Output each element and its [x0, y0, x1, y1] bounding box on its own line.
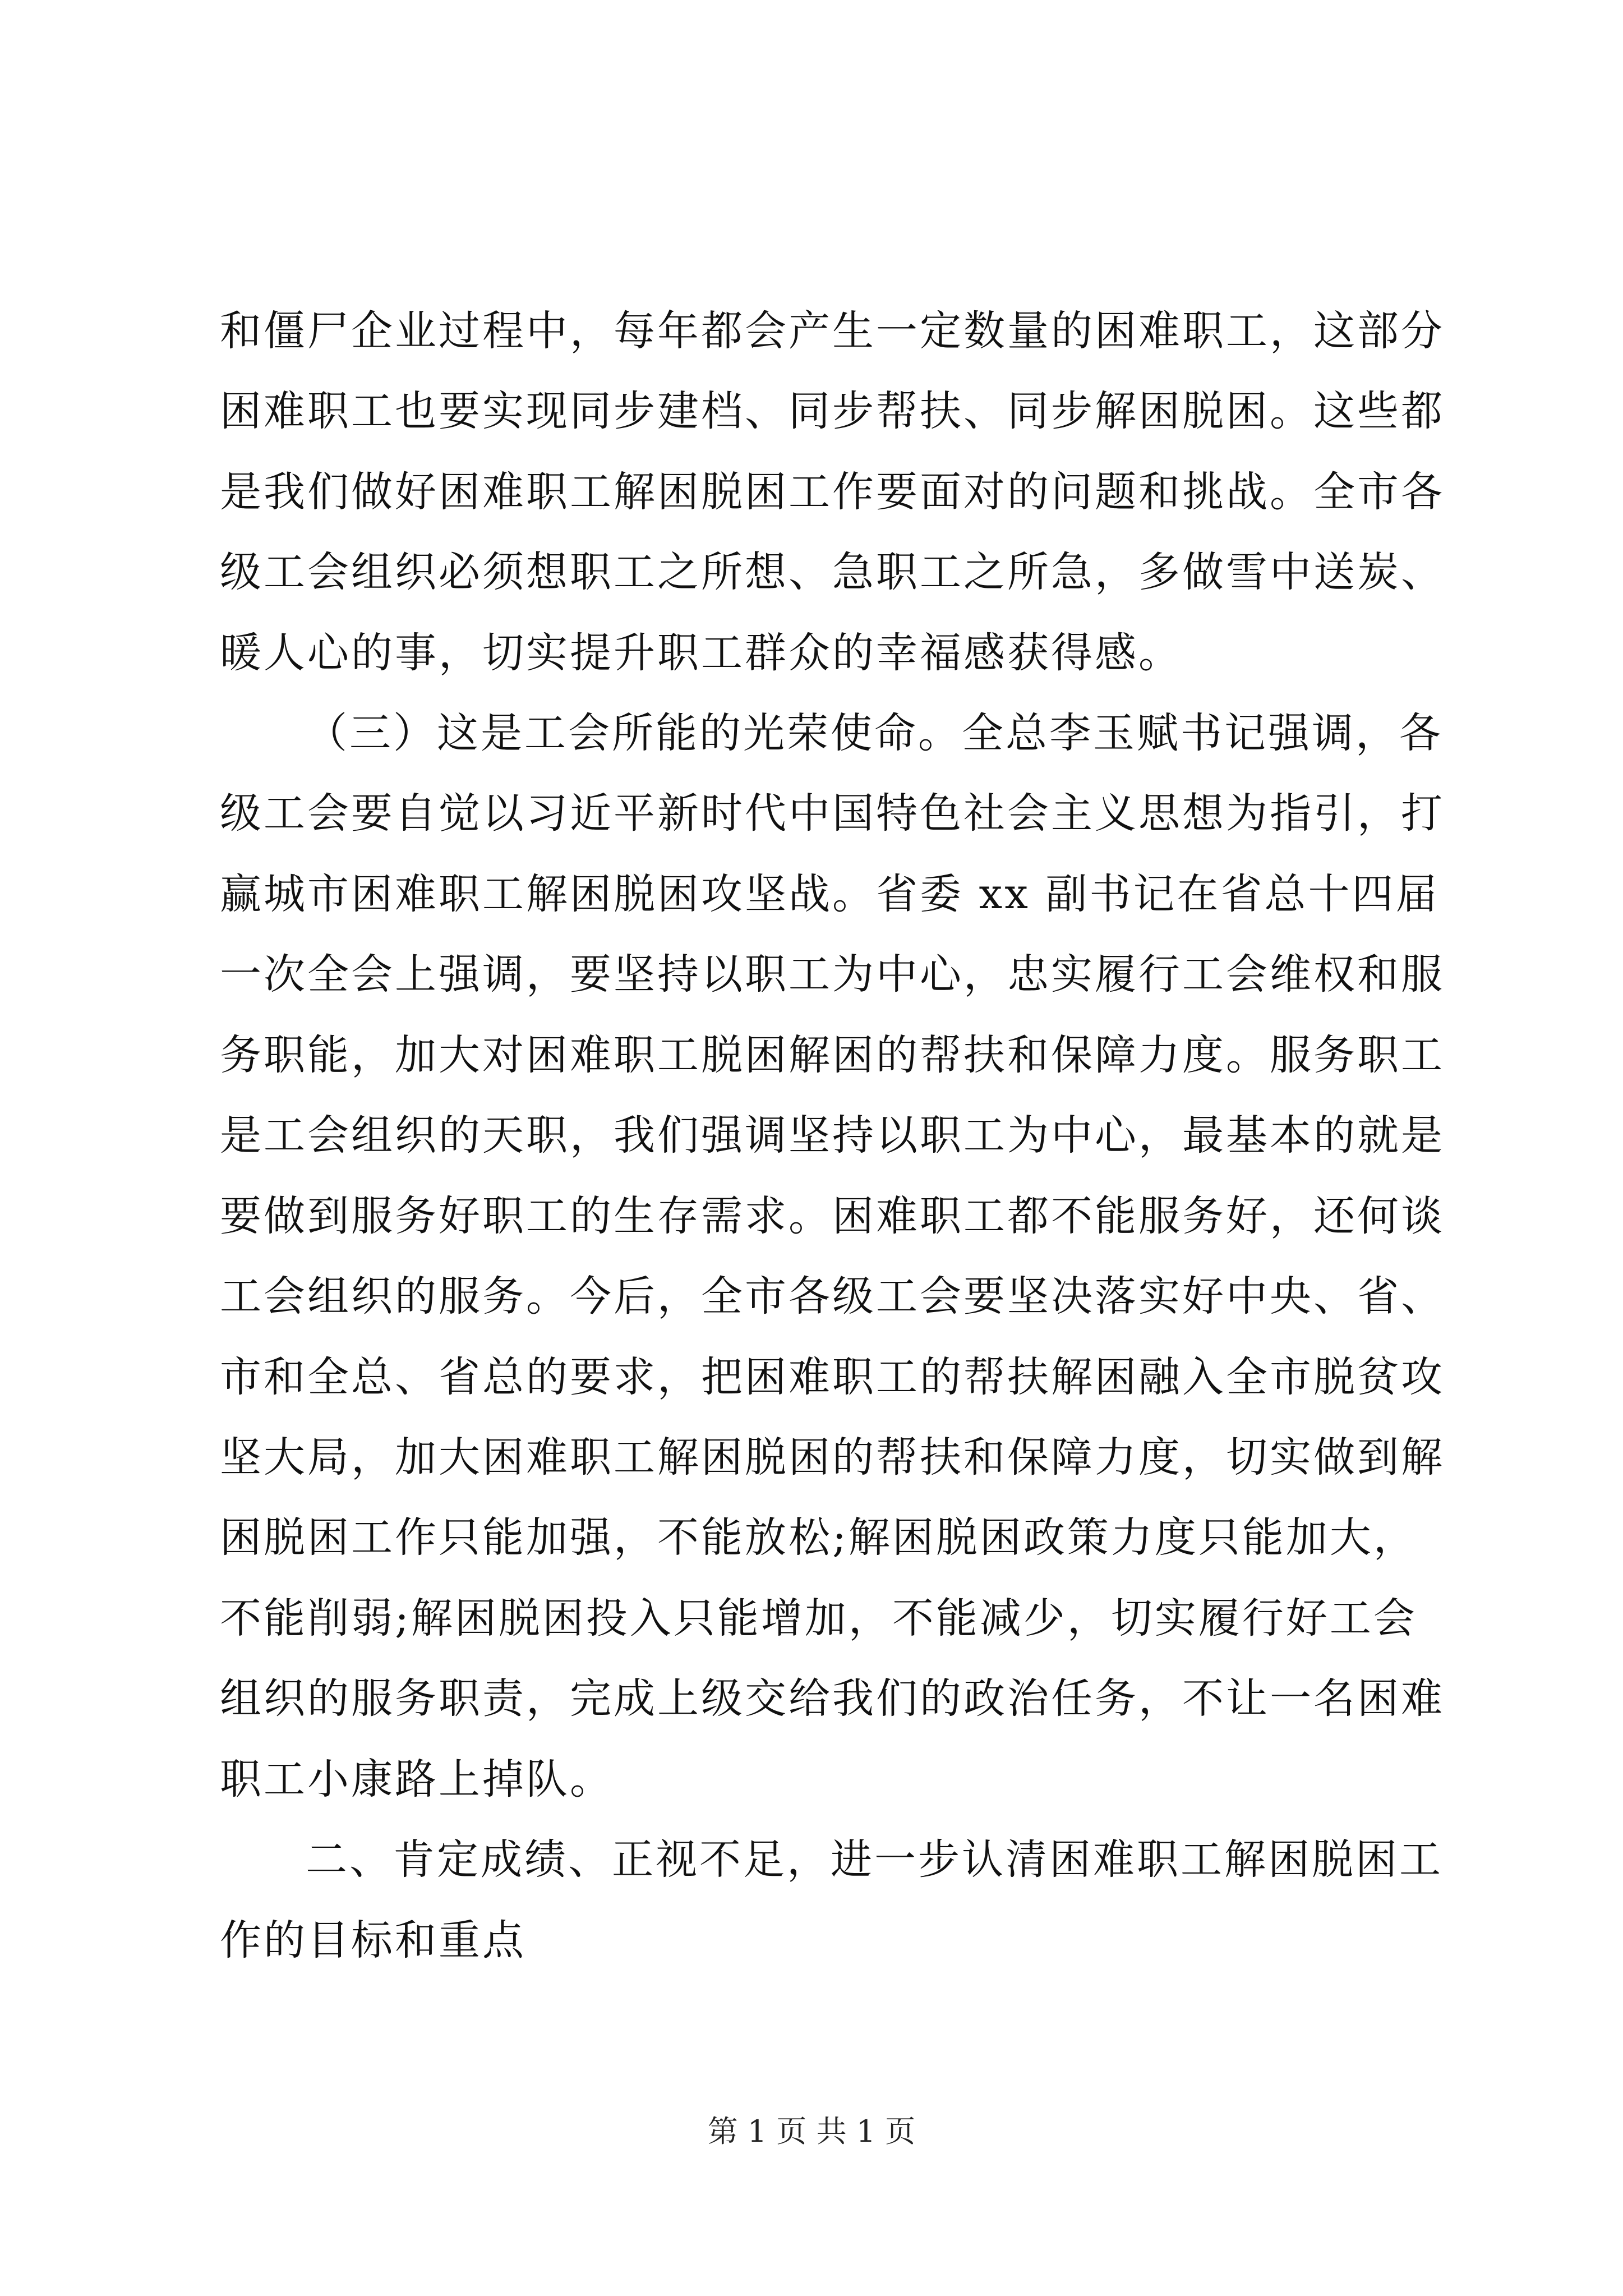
body-line-18: 组织的服务职责，完成上级交给我们的政治任务，不让一名困难: [220, 1674, 1445, 1723]
body-line-17: 不能削弱;解困脱困投入只能增加，不能减少，切实履行好工会: [220, 1594, 1417, 1642]
body-line-16: 困脱困工作只能加强，不能放松;解困脱困政策力度只能加大，: [220, 1513, 1417, 1562]
body-line-11: 是工会组织的天职，我们强调坚持以职工为中心，最基本的就是: [220, 1111, 1445, 1159]
body-line-15: 坚大局，加大困难职工解困脱困的帮扶和保障力度，切实做到解: [220, 1433, 1445, 1481]
body-line-5: 暖人心的事，切实提升职工群众的幸福感获得感。: [220, 629, 1182, 677]
section-two-heading-line-1: 二、肯定成绩、正视不足，进一步认清困难职工解困脱困工: [306, 1835, 1443, 1884]
body-line-3: 是我们做好困难职工解困脱困工作要面对的问题和挑战。全市各: [220, 468, 1445, 516]
body-line-4: 级工会组织必须想职工之所想、急职工之所急，多做雪中送炭、: [220, 548, 1445, 596]
body-line-9: 一次全会上强调，要坚持以职工为中心，忠实履行工会维权和服: [220, 950, 1445, 999]
body-line-1: 和僵尸企业过程中，每年都会产生一定数量的困难职工，这部分: [220, 307, 1445, 355]
body-line-8: 赢城市困难职工解困脱困攻坚战。省委 xx 副书记在省总十四届: [220, 870, 1440, 918]
body-line-2: 困难职工也要实现同步建档、同步帮扶、同步解困脱困。这些都: [220, 387, 1445, 435]
body-line-14: 市和全总、省总的要求，把困难职工的帮扶解困融入全市脱贫攻: [220, 1353, 1445, 1401]
body-line-12: 要做到服务好职工的生存需求。困难职工都不能服务好，还何谈: [220, 1192, 1445, 1240]
body-line-19: 职工小康路上掉队。: [220, 1755, 614, 1803]
section-three-heading-line: （三）这是工会所能的光荣使命。全总李玉赋书记强调，各: [306, 709, 1443, 757]
section-two-heading-line-2: 作的目标和重点: [220, 1916, 526, 1964]
page-footer: 第 1 页 共 1 页: [707, 2114, 916, 2149]
body-line-7: 级工会要自觉以习近平新时代中国特色社会主义思想为指引，打: [220, 789, 1445, 838]
body-line-13: 工会组织的服务。今后，全市各级工会要坚决落实好中央、省、: [220, 1272, 1445, 1320]
body-line-10: 务职能，加大对困难职工脱困解困的帮扶和保障力度。服务职工: [220, 1031, 1445, 1079]
